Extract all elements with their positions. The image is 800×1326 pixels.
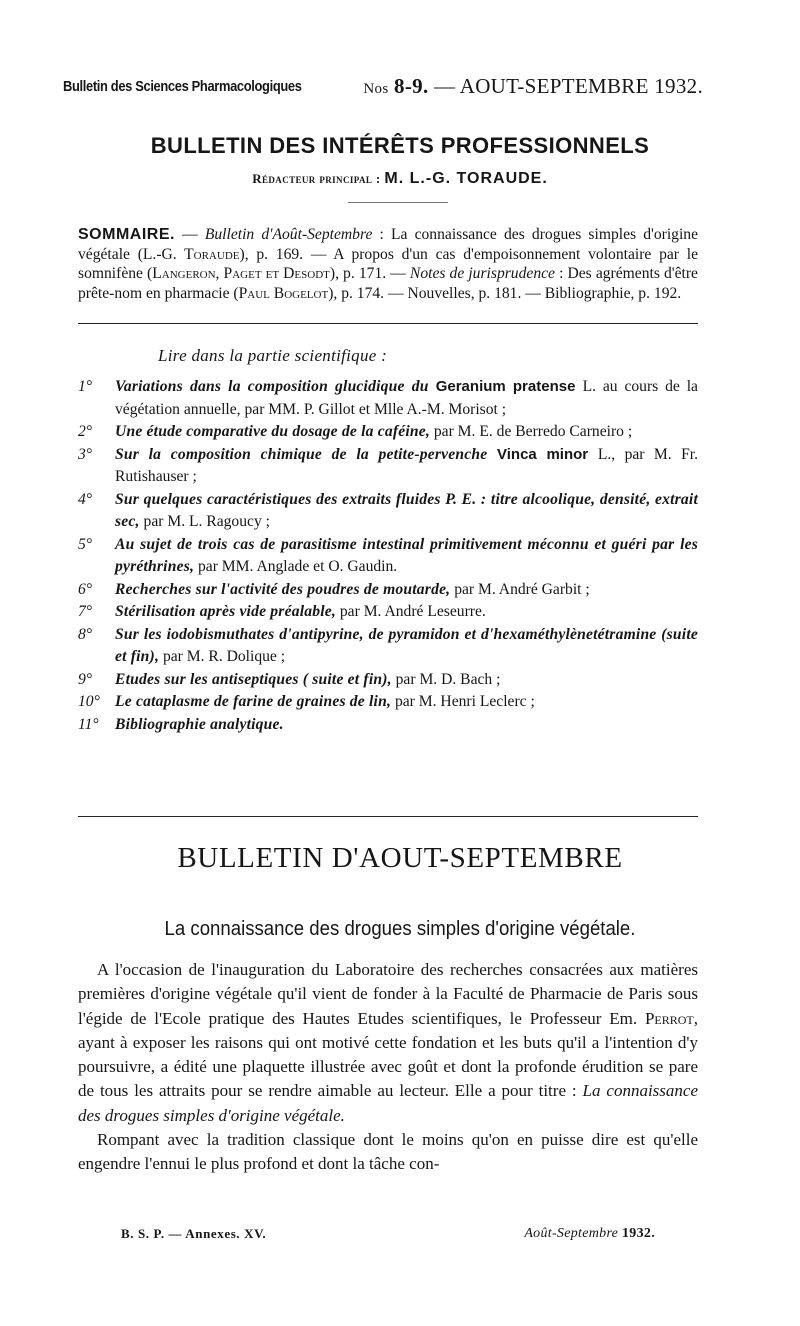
item-number: 5° xyxy=(78,535,93,553)
item-number: 1° xyxy=(78,378,93,395)
sommaire-italic: Bulletin d'Août-Septembre xyxy=(204,226,373,243)
list-item xyxy=(78,444,698,489)
journal-name: Bulletin des Sciences Pharmacologiques xyxy=(63,78,302,95)
item-number: 11° xyxy=(78,715,99,733)
item-text xyxy=(115,376,698,421)
item-authors: par M. Fr. Rutishauser ; xyxy=(115,445,698,485)
item-number: 7° xyxy=(78,603,93,620)
item-text xyxy=(115,669,698,692)
item-authors: par M. Henri Leclerc ; xyxy=(391,693,535,710)
short-divider xyxy=(348,202,448,203)
item-text xyxy=(115,624,698,669)
item-authors: par M. L. Ragoucy ; xyxy=(139,513,270,530)
sommaire-label: SOMMAIRE. xyxy=(78,226,175,243)
item-authors: par M. E. de Berredo Carneiro ; xyxy=(429,423,633,440)
list-item xyxy=(78,579,698,602)
list-item xyxy=(78,421,698,444)
item-number: 9° xyxy=(78,670,93,688)
item-title: Etudes sur les antiseptiques ( suite et fin), xyxy=(115,670,392,688)
scientific-heading: Lire dans la partie scientifique : xyxy=(158,346,388,365)
item-title: Sur quelques caractéristiques des extraits fluides P. E. : titre alcoolique, densité, extrait sec, xyxy=(115,490,698,530)
item-text xyxy=(115,444,698,489)
item-text xyxy=(115,489,698,534)
item-rest: L. au cours de la végétation annuelle, xyxy=(115,378,698,418)
footer-left: B. S. P. — Annexes. XV. xyxy=(121,1226,267,1241)
item-number: 2° xyxy=(78,423,93,440)
issue-date: — AOUT-SEPTEMBRE 1932. xyxy=(434,74,703,98)
item-authors: par MM. P. Gillot et Mlle A.-M. Morisot ; xyxy=(240,400,507,418)
item-title: Bibliographie analytique. xyxy=(115,715,284,733)
editor-line xyxy=(0,170,800,188)
paragraph: A l'occasion de l'inauguration du Laboratoire des recherches consacrées aux matières premières d'origine végétale qu'il vient de fonder à la Faculté de Pharmacie de Paris sous l'égide de l'Ecole pratique des Hautes Etudes scientifiques, le Professeur Em. Perrot, ayant à exposer les raisons qui ont motivé cette fondation et les buts qu'il a l'intention d'y poursuivre, a édité une plaquette illustrée avec goût et dont la profonde érudition se pare de tous les attraits pour se rendre aimable au lecteur. Elle a pour titre : La connaissance des drogues simples d'origine végétale. xyxy=(78,960,699,1125)
item-species: Vinca minor xyxy=(487,445,598,463)
list-item xyxy=(78,691,698,714)
item-authors: par M. André Garbit ; xyxy=(450,580,590,598)
italic-title: La connaissance des drogues simples d'origine végétale. xyxy=(78,1081,699,1125)
item-text xyxy=(115,714,698,737)
footer-right: Août-Septembre 1932. xyxy=(524,1226,655,1241)
issue-prefix: Nos xyxy=(363,81,389,97)
sommaire-text: : Des agréments d'être prête-nom en pharmacie ( xyxy=(78,265,698,302)
sommaire-author: Paul Bogelot xyxy=(238,284,329,302)
list-item xyxy=(78,534,698,579)
editor-name: M. L.-G. TORAUDE. xyxy=(384,170,548,187)
item-species: Geranium pratense xyxy=(428,378,583,395)
sommaire-italic: Notes de jurisprudence xyxy=(409,265,555,282)
author-name: Perrot xyxy=(644,1008,694,1028)
sommaire-author: Langeron, Paget et Desodt xyxy=(152,265,330,282)
sommaire-text: ), p. 174. — Nouvelles, p. 181. — Bibliographie, p. 192. xyxy=(328,284,682,302)
article-body xyxy=(78,958,698,1177)
section-divider xyxy=(78,816,698,817)
sommaire-text: ), p. 169. — A propos d'un cas d'empoisonnement volontaire par le somnifène ( xyxy=(78,245,699,282)
item-text xyxy=(115,534,698,579)
item-authors: par M. André Leseurre. xyxy=(335,603,486,620)
sommaire-text: ), p. 171. — xyxy=(329,265,410,282)
item-title: Au sujet de trois cas de parasitisme intestinal primitivement méconnu et guéri par les pyréthrines, xyxy=(115,535,698,575)
editor-label: Rédacteur principal : xyxy=(252,171,381,186)
item-number: 6° xyxy=(78,580,93,598)
item-number: 10° xyxy=(78,693,100,710)
item-text xyxy=(115,421,698,444)
item-text xyxy=(115,601,698,624)
sommaire-text: — xyxy=(174,226,205,243)
issue-number: 8-9. xyxy=(394,74,429,98)
paragraph: Rompant avec la tradition classique dont le moins qu'on en puisse dire est qu'elle engendre l'ennui le plus profond et dont la tâche con- xyxy=(78,1130,698,1174)
item-authors: par MM. Anglade et O. Gaudin. xyxy=(194,558,398,575)
item-title: Stérilisation après vide préalable, xyxy=(115,603,336,620)
item-title: Sur les iodobismuthates d'antipyrine, de pyramidon et d'hexaméthylènetétramine (suite et fin), xyxy=(115,625,698,665)
sommaire-author: L.-G. Toraude xyxy=(142,245,240,263)
item-authors: par M. R. Dolique ; xyxy=(159,648,286,665)
item-title: Recherches sur l'activité des poudres de moutarde, xyxy=(115,580,451,598)
item-title: Une étude comparative du dosage de la caféine, xyxy=(115,423,430,440)
list-item xyxy=(78,601,698,624)
list-item xyxy=(78,714,698,737)
item-rest: L., xyxy=(597,445,616,463)
item-title: Le cataplasme de farine de graines de lin, xyxy=(115,693,392,710)
page-footer xyxy=(78,1226,698,1246)
item-number: 8° xyxy=(78,625,93,643)
item-number: 3° xyxy=(78,445,93,463)
list-item xyxy=(78,376,698,421)
bulletin-title: BULLETIN DES INTÉRÊTS PROFESSIONNELS xyxy=(150,133,650,158)
running-header xyxy=(63,74,703,104)
list-item xyxy=(78,669,698,692)
item-authors: par M. D. Bach ; xyxy=(391,670,501,688)
item-title: Variations dans la composition glucidique du xyxy=(115,378,429,395)
sommaire xyxy=(78,225,698,303)
item-number: 4° xyxy=(78,490,93,508)
section-divider xyxy=(78,323,698,324)
list-item xyxy=(78,489,698,534)
item-text xyxy=(115,579,698,602)
list-item xyxy=(78,624,698,669)
item-text xyxy=(115,691,698,714)
issue-info xyxy=(363,74,703,99)
main-title: BULLETIN D'AOUT-SEPTEMBRE xyxy=(177,842,623,874)
scientific-list xyxy=(78,376,698,736)
item-title: Sur la composition chimique de la petite-pervenche xyxy=(115,445,488,463)
article-title: La connaissance des drogues simples d'origine végétale. xyxy=(164,918,636,940)
sommaire-text: : La connaissance des drogues simples d'origine végétale ( xyxy=(78,226,698,263)
